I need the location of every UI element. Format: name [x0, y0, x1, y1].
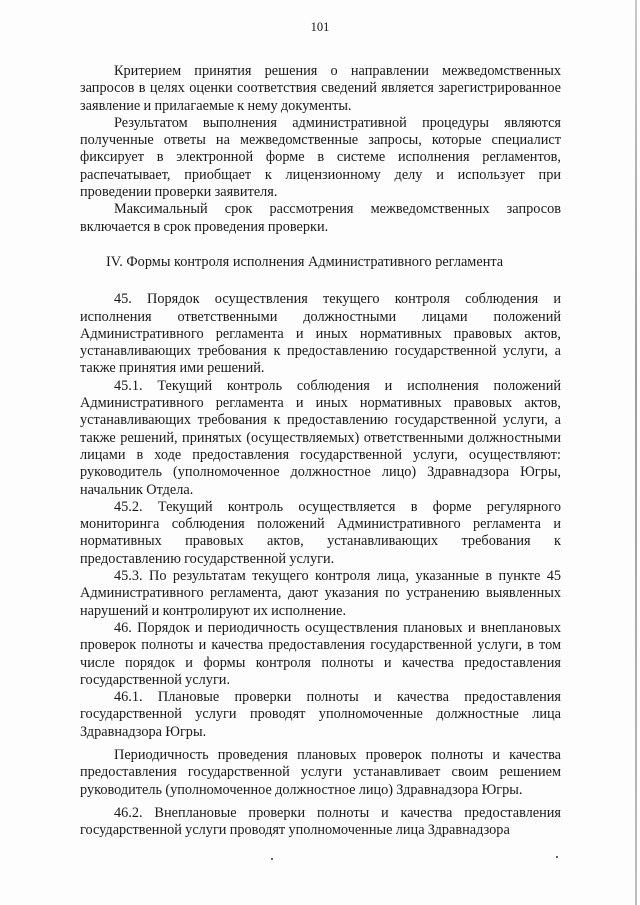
paragraph: 46. Порядок и периодичность осуществления плановых и внеплановых проверок полноты и качества предоставления государственной услуги, в том числе порядок и формы контроля полноты и качества предоставления государственной услуги.	[80, 619, 561, 688]
paragraph: 46.2. Внеплановые проверки полноты и качества предоставления государственной услуги проводят уполномоченные лица Здравнадзора	[80, 804, 561, 839]
paragraph: Периодичность проведения плановых проверок полноты и качества предоставления государственной услуги устанавливает своим решением руководитель (уполномоченное должностное лицо) Здравнадзора Югры.	[80, 746, 561, 798]
paragraph: 45.3. По результатам текущего контроля лица, указанные в пункте 45 Административного регламента, дают указания по устранению выявленных нарушений и контролируют их исполнение.	[80, 568, 561, 619]
page-number: 101	[310, 20, 330, 34]
paragraph: 46.1. Плановые проверки полноты и качества предоставления государственной услуги проводят уполномоченные должностные лица Здравнадзора Югры.	[80, 689, 561, 740]
paragraph: Критерием принятия решения о направлении межведомственных запросов в целях оценки соответствия сведений является зарегистрированное заявление и прилагаемые к нему документы.	[80, 63, 561, 114]
scan-speck	[271, 858, 273, 860]
paragraph: Результатом выполнения административной процедуры являются полученные ответы на межведомственные запросы, которые специалист фиксирует в электронной форме в системе исполнения регламентов, распечатывает, приобщает к лицензионному делу и использует при проведении проверки заявителя.	[80, 114, 561, 201]
scan-edge	[635, 0, 637, 905]
document-body	[80, 63, 561, 839]
paragraph: 45.2. Текущий контроль осуществляется в форме регулярного мониторинга соблюдения положений Административного регламента и нормативных правовых актов, устанавливающих требования к предоставлению государственной услуги.	[80, 498, 561, 567]
section-heading: IV. Формы контроля исполнения Административного регламента	[106, 253, 504, 270]
scan-speck	[556, 856, 558, 858]
paragraph: Максимальный срок рассмотрения межведомственных запросов включается в срок проведения проверки.	[80, 201, 561, 235]
paragraph: 45. Порядок осуществления текущего контроля соблюдения и исполнения ответственными должностными лицами положений Административного регламента и иных нормативных правовых актов, устанавливающих требования к предоставлению государственной услуги, а также принятия ими решений.	[80, 291, 561, 377]
paragraph: 45.1. Текущий контроль соблюдения и исполнения положений Административного регламента и иных нормативных правовых актов, устанавливающих требования к предоставлению государственной услуги, а также решений, принятых (осуществляемых) ответственными должностными лицами в ходе предоставления государственной услуги, осуществляют: руководитель (уполномоченное должностное лицо) Здравнадзора Югры, начальник Отдела.	[80, 377, 561, 498]
